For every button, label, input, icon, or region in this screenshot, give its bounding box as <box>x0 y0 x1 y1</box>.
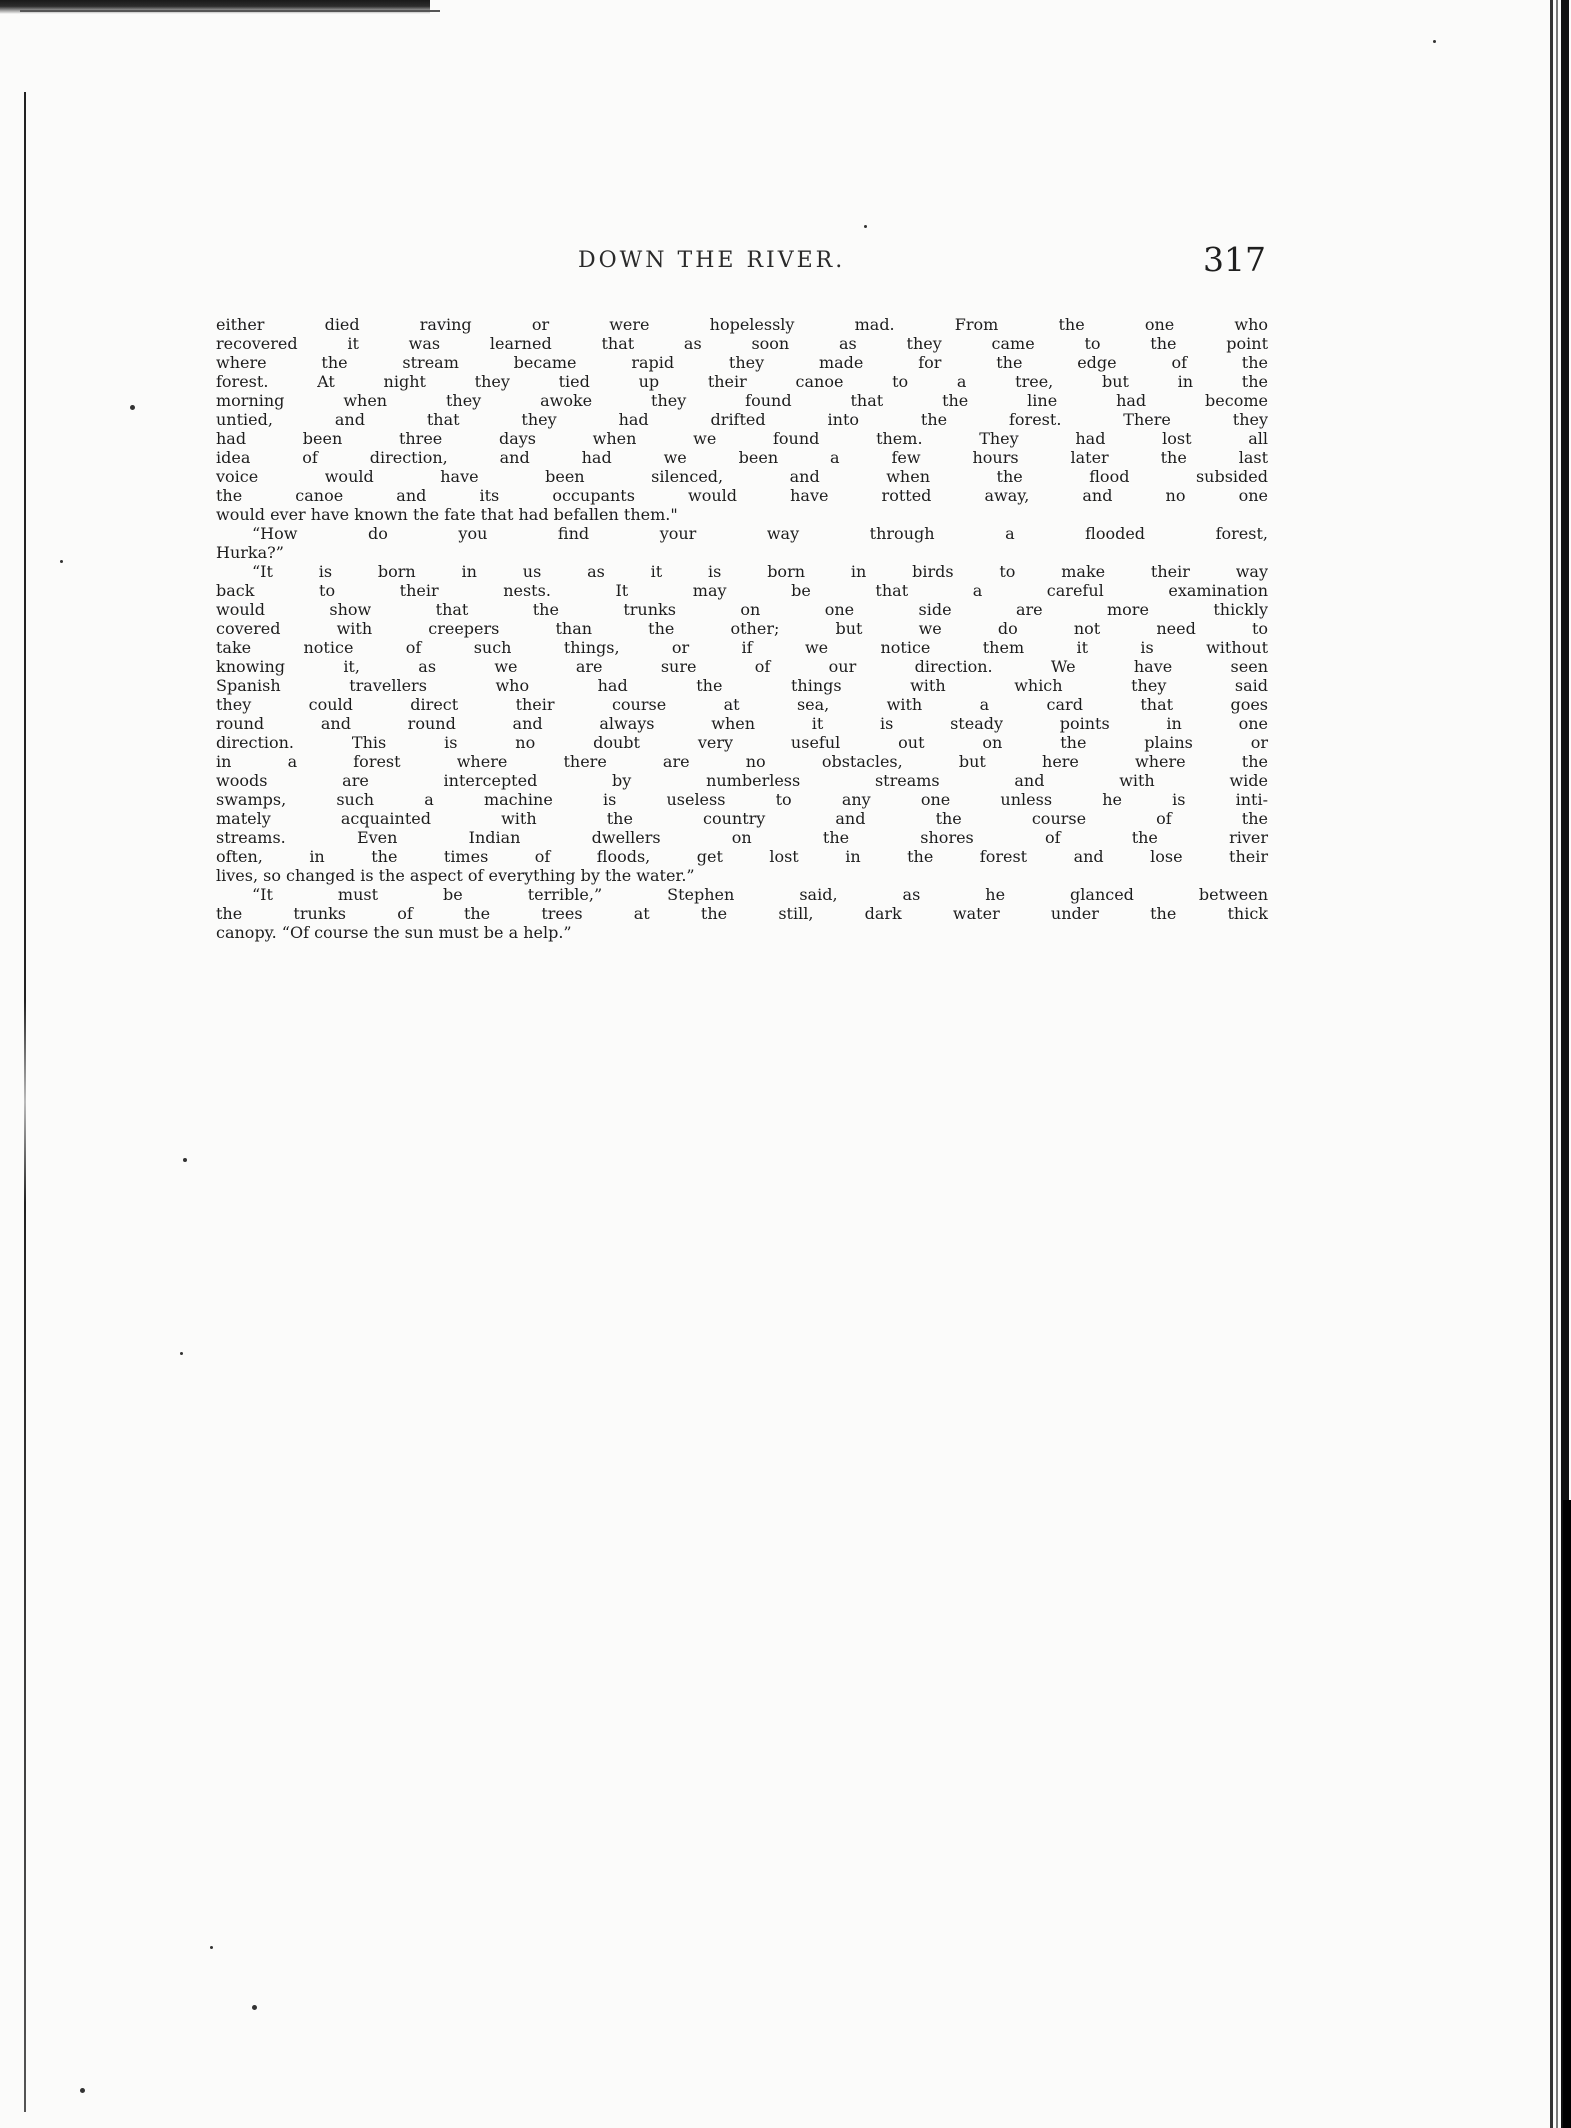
text-line: recovered it was learned that as soon as they came to the point <box>216 334 1268 353</box>
ink-speck <box>252 2005 257 2010</box>
body-text <box>216 315 1268 942</box>
text-line: Spanish travellers who had the things with which they said <box>216 676 1268 695</box>
text-line: direction. This is no doubt very useful out on the plains or <box>216 733 1268 752</box>
ink-speck <box>1433 40 1436 43</box>
running-head: DOWN THE RIVER. <box>578 248 846 273</box>
text-line: take notice of such things, or if we notice them it is without <box>216 638 1268 657</box>
ink-speck <box>183 1158 187 1162</box>
page-number: 317 <box>1203 240 1266 279</box>
text-line: would show that the trunks on one side are more thickly <box>216 600 1268 619</box>
ink-speck <box>210 1946 213 1949</box>
ink-speck <box>180 1352 183 1355</box>
text-line: the trunks of the trees at the still, dark water under the thick <box>216 904 1268 923</box>
text-line: either died raving or were hopelessly mad. From the one who <box>216 315 1268 334</box>
scan-edge-left <box>24 92 26 2112</box>
ink-speck <box>864 225 867 228</box>
text-line: canopy. “Of course the sun must be a help.” <box>216 923 572 942</box>
text-line: would ever have known the fate that had befallen them." <box>216 505 678 524</box>
text-line: back to their nests. It may be that a careful examination <box>216 581 1268 600</box>
text-line: “How do you find your way through a flooded forest, <box>252 524 1268 543</box>
text-line: often, in the times of floods, get lost in the forest and lose their <box>216 847 1268 866</box>
text-line: lives, so changed is the aspect of everything by the water.” <box>216 866 695 885</box>
text-line: mately acquainted with the country and the course of the <box>216 809 1268 828</box>
text-line: where the stream became rapid they made for the edge of the <box>216 353 1268 372</box>
text-line: untied, and that they had drifted into the forest. There they <box>216 410 1268 429</box>
page-header <box>216 240 1266 286</box>
ink-speck <box>130 405 135 410</box>
ink-speck <box>60 560 63 563</box>
scan-edge-right <box>1532 0 1571 2128</box>
text-line: had been three days when we found them. They had lost all <box>216 429 1268 448</box>
text-line: round and round and always when it is steady points in one <box>216 714 1268 733</box>
text-line: “It must be terrible,” Stephen said, as he glanced between <box>252 885 1268 904</box>
text-line: swamps, such a machine is useless to any one unless he is inti- <box>216 790 1268 809</box>
text-line: the canoe and its occupants would have rotted away, and no one <box>216 486 1268 505</box>
text-line: streams. Even Indian dwellers on the shores of the river <box>216 828 1268 847</box>
text-line: voice would have been silenced, and when the flood subsided <box>216 467 1268 486</box>
text-line: covered with creepers than the other; but we do not need to <box>216 619 1268 638</box>
text-line: “It is born in us as it is born in birds to make their way <box>252 562 1268 581</box>
scan-edge-top-thin <box>20 10 440 12</box>
text-line: idea of direction, and had we been a few hours later the last <box>216 448 1268 467</box>
ink-speck <box>80 2088 85 2093</box>
text-line: in a forest where there are no obstacles, but here where the <box>216 752 1268 771</box>
text-line: knowing it, as we are sure of our direction. We have seen <box>216 657 1268 676</box>
text-line: forest. At night they tied up their canoe to a tree, but in the <box>216 372 1268 391</box>
text-line: morning when they awoke they found that the line had become <box>216 391 1268 410</box>
text-line: woods are intercepted by numberless streams and with wide <box>216 771 1268 790</box>
text-line: Hurka?” <box>216 543 284 562</box>
text-line: they could direct their course at sea, with a card that goes <box>216 695 1268 714</box>
